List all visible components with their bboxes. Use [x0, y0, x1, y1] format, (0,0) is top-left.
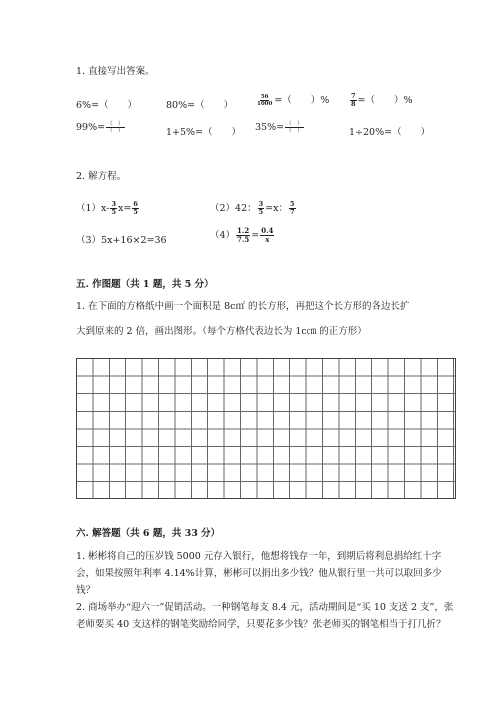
equation-2: （2）42： $\frac{3}{5}$ =x： $\frac{5}{7}$: [210, 200, 295, 216]
fraction: $\frac{5}{7}$: [290, 200, 295, 216]
section5-heading: 五. 作图题（共 1 题，共 5 分）: [76, 279, 214, 290]
fraction: $\frac{( )}{( )}$: [107, 121, 124, 134]
equation-4: （4） $\frac{1.2}{7.5}$ = $\frac{0.4}{x}$: [210, 226, 274, 244]
section5-question-line1: 1. 在下面的方格纸中画一个面积是 8c㎡ 的长方形，再把这个长方形的各边长扩: [76, 301, 410, 312]
q1-item-e: 99%= $\frac{( )}{( )}$: [76, 121, 124, 134]
section6-heading: 六. 解答题（共 6 题，共 33 分）: [76, 528, 221, 539]
q1-item-f: 1+5%=（ ）: [166, 127, 242, 138]
section5-question-line2: 大到原来的 2 倍，画出图形。（每个方格代表边长为 1c㎝ 的正方形）: [76, 326, 367, 337]
q1-item-d: $\frac{7}{8}$ =（ ）%: [351, 92, 413, 108]
section6-question-1: 1. 彬彬将自己的压岁钱 5000 元存入银行，他想将钱存一年，到期后将利息捐给红十字会，如果按照年利率 4.14%计算，彬彬可以捐出多少钱？他从银行里一共可以取回多少钱？: [76, 551, 442, 596]
fraction: $\frac{56}{1000}$: [257, 94, 273, 107]
section2-title: 2. 解方程。: [76, 171, 127, 182]
fraction: $\frac{1.2}{7.5}$: [237, 226, 250, 244]
section1-title: 1. 直接写出答案。: [76, 66, 155, 77]
q1-item-h: 1÷20%=（ ）: [349, 127, 431, 138]
q1-item-g: 35%= $\frac{( )}{( )}$: [255, 121, 303, 134]
fraction: $\frac{3}{5}$: [111, 200, 116, 216]
equation-3: （3）5x+16×2=36: [76, 235, 167, 246]
fraction: $\frac{0.4}{x}$: [261, 226, 274, 244]
fraction: $\frac{7}{8}$: [351, 92, 356, 108]
q1-item-b: 80%=（ ）: [166, 100, 234, 111]
equation-1: （1）x- $\frac{3}{5}$ x= $\frac{6}{5}$: [76, 200, 138, 216]
section6-question-2: 2. 商场举办“迎六一”促销活动。一种钢笔每支 8.4 元，活动期间是“买 10 支送 2 支”，张老师要买 40 支这样的钢笔奖励给同学，只要花多少钱？张老师买的钢笔相当于打几折？: [76, 602, 454, 630]
fraction: $\frac{( )}{( )}$: [286, 121, 303, 134]
q1-item-c: $\frac{56}{1000}$ =（ ）%: [257, 94, 330, 107]
q1-item-a: 6%=（ ）: [76, 100, 138, 111]
fraction: $\frac{3}{5}$: [258, 200, 264, 216]
graph-paper-grid[interactable]: [76, 358, 456, 499]
fraction: $\frac{6}{5}$: [133, 200, 138, 216]
